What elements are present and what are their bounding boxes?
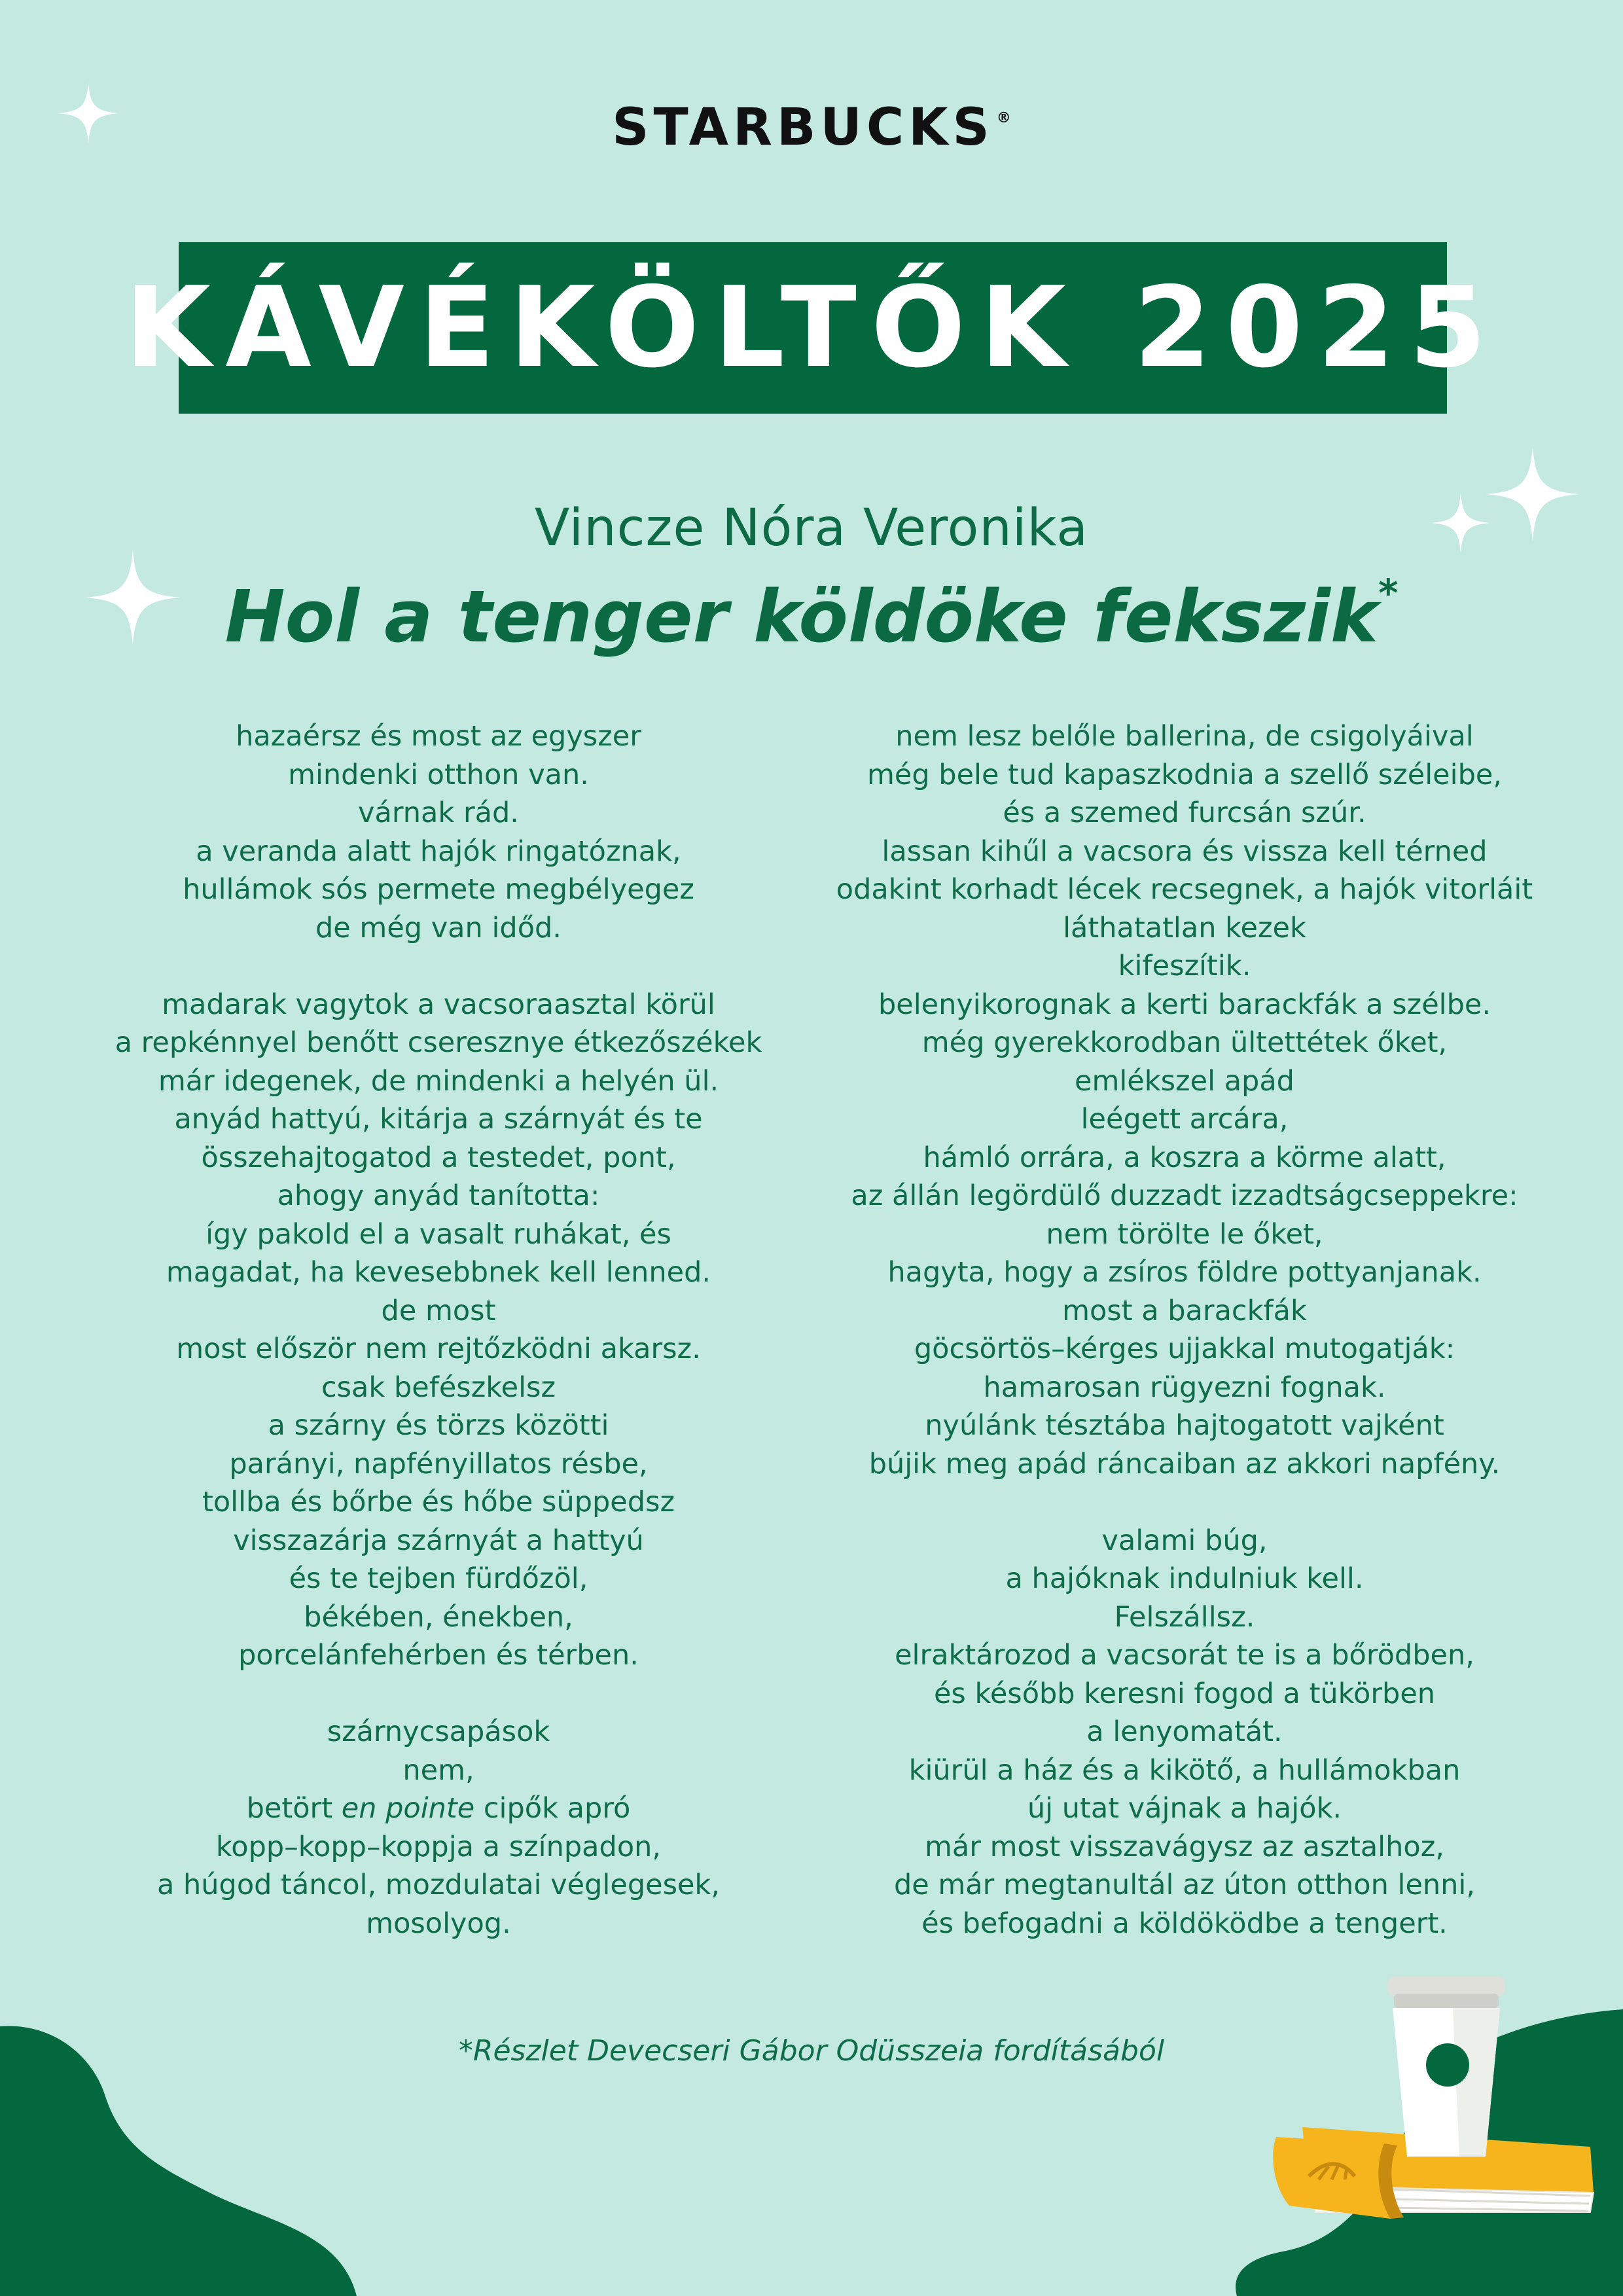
poem-line: nem törölte le őket, bbox=[1046, 1217, 1323, 1251]
poem-line-part: betört bbox=[246, 1792, 342, 1825]
poem-line-italic: en pointe bbox=[341, 1792, 475, 1825]
poem-line: nem, bbox=[402, 1753, 474, 1787]
poem-line: láthatatlan kezek bbox=[1063, 911, 1306, 944]
poem-line: nem lesz belőle ballerina, de csigolyáival bbox=[895, 720, 1474, 753]
poem-line: de már megtanultál az úton otthon lenni, bbox=[893, 1869, 1476, 1901]
poem-line: porcelánfehérben és térben. bbox=[238, 1639, 639, 1672]
poem-line: hagyta, hogy a zsíros földre pottyanjanak. bbox=[887, 1256, 1482, 1289]
poem-line: az állán legördülő duzzadt izzadtságcseppekre: bbox=[851, 1179, 1518, 1212]
brand-logo bbox=[0, 98, 1623, 157]
poem-line: hámló orrára, a koszra a körme alatt, bbox=[923, 1141, 1446, 1174]
poem-line: bújik meg apád ráncaiban az akkori napfény. bbox=[868, 1447, 1501, 1480]
poem-line: szárnycsapások bbox=[327, 1715, 550, 1748]
poem-title: Hol a tenger köldöke fekszik bbox=[224, 575, 1379, 658]
poem-line: már most visszavágysz az asztalhoz, bbox=[925, 1830, 1444, 1863]
poem-line: és te tejben fürdőzöl, bbox=[289, 1562, 588, 1595]
poem-line: visszazárja szárnyát a hattyú bbox=[233, 1524, 644, 1557]
poem-right-column bbox=[812, 717, 1558, 1943]
poem-line: anyád hattyú, kitárja a szárnyát és te bbox=[174, 1103, 703, 1136]
poem-line: már idegenek, de mindenki a helyén ül. bbox=[158, 1064, 719, 1098]
poem-line: hamarosan rügyezni fognak. bbox=[983, 1371, 1386, 1404]
poem-line: göcsörtös–kérges ujjakkal mutogatják: bbox=[914, 1333, 1455, 1365]
poem-line: mindenki otthon van. bbox=[288, 758, 589, 791]
poem-line: és később keresni fogod a tükörben bbox=[933, 1677, 1436, 1710]
poem-line: de most bbox=[381, 1294, 496, 1327]
poem-line: ahogy anyád tanította: bbox=[277, 1179, 600, 1212]
poem-line: összehajtogatod a testedet, pont, bbox=[201, 1141, 676, 1174]
poem-line: kiürül a ház és a kikötő, a hullámokban bbox=[908, 1753, 1461, 1787]
poem-line: tollba és bőrbe és hőbe süppedsz bbox=[202, 1486, 675, 1518]
poem-line: és befogadni a köldöködbe a tengert. bbox=[921, 1907, 1448, 1940]
poem-line: a lenyomatát. bbox=[1086, 1715, 1283, 1748]
poem-line: hullámok sós permete megbélyegez bbox=[183, 873, 694, 906]
poem-line: kifeszítik. bbox=[1118, 950, 1251, 982]
poem-line: kopp–kopp–koppja a színpadon, bbox=[215, 1830, 662, 1863]
stanza-gap bbox=[65, 947, 812, 986]
poem-line: most először nem rejtőzködni akarsz. bbox=[176, 1333, 701, 1365]
poem-line: mosolyog. bbox=[366, 1907, 511, 1940]
poem-line: várnak rád. bbox=[358, 797, 519, 829]
poem-line: így pakold el a vasalt ruhákat, és bbox=[205, 1217, 671, 1251]
poem-line: új utat vájnak a hajók. bbox=[1027, 1792, 1342, 1825]
poem-line: de még van időd. bbox=[315, 911, 562, 944]
poem-title-footnote-mark: * bbox=[1378, 571, 1399, 615]
poem-line: leégett arcára, bbox=[1080, 1103, 1289, 1136]
poem-line: most a barackfák bbox=[1062, 1294, 1307, 1327]
poem-title-block bbox=[0, 571, 1623, 658]
poem-line: emlékszel apád bbox=[1075, 1064, 1294, 1098]
poem-line: a szárny és törzs közötti bbox=[268, 1409, 609, 1442]
poem-line: csak befészkelsz bbox=[321, 1371, 556, 1404]
poem-line: valami búg, bbox=[1101, 1524, 1268, 1557]
poem-line-en-pointe bbox=[65, 1789, 812, 1828]
poem-line: elraktározod a vacsorát te is a bőrödben, bbox=[895, 1639, 1474, 1672]
banner-title: KÁVÉKÖLTŐK 2025 bbox=[124, 263, 1501, 393]
poem-author: Vincze Nóra Veronika bbox=[534, 499, 1089, 558]
footnote: *Részlet Devecseri Gábor Odüsszeia fordításából bbox=[458, 2034, 1165, 2068]
poem-line: hazaérsz és most az egyszer bbox=[236, 720, 641, 753]
brand-registered-mark: ® bbox=[996, 110, 1011, 126]
poem-line: a repkénnyel benőtt cseresznye étkezőszékek bbox=[115, 1026, 762, 1059]
poem-line: lassan kihűl a vacsora és vissza kell térned bbox=[882, 834, 1488, 868]
poem-line: nyúlánk tésztába hajtogatott vajként bbox=[925, 1409, 1444, 1442]
poem-line: még bele tud kapaszkodnia a szellő széleibe, bbox=[866, 758, 1503, 791]
poem-line: békében, énekben, bbox=[304, 1600, 573, 1634]
poem-left-column bbox=[65, 717, 812, 1943]
poem-line: a húgod táncol, mozdulatai véglegesek, bbox=[157, 1869, 720, 1901]
title-banner bbox=[124, 242, 1501, 414]
stanza-gap bbox=[65, 1675, 812, 1713]
poem-line: a hajóknak indulniuk kell. bbox=[1005, 1562, 1364, 1595]
poem-line: odakint korhadt lécek recsegnek, a hajók vitorláit bbox=[836, 873, 1533, 906]
poem-line: madarak vagytok a vacsoraasztal körül bbox=[162, 988, 715, 1021]
poem-line: és a szemed furcsán szúr. bbox=[1003, 797, 1366, 829]
poem-line: még gyerekkorodban ültettétek őket, bbox=[921, 1026, 1448, 1059]
brand-name: STARBUCKS bbox=[612, 98, 994, 157]
poem-line-part: cipők apró bbox=[474, 1792, 631, 1825]
poem-line: belenyikorognak a kerti barackfák a szélbe. bbox=[878, 988, 1491, 1021]
poem-line: parányi, napfényillatos résbe, bbox=[229, 1447, 648, 1480]
stanza-gap bbox=[812, 1483, 1558, 1522]
poem-line: Felszállsz. bbox=[1114, 1600, 1255, 1634]
poem-line: magadat, ha kevesebbnek kell lenned. bbox=[166, 1256, 711, 1289]
poem-line: a veranda alatt hajók ringatóznak, bbox=[196, 834, 681, 868]
